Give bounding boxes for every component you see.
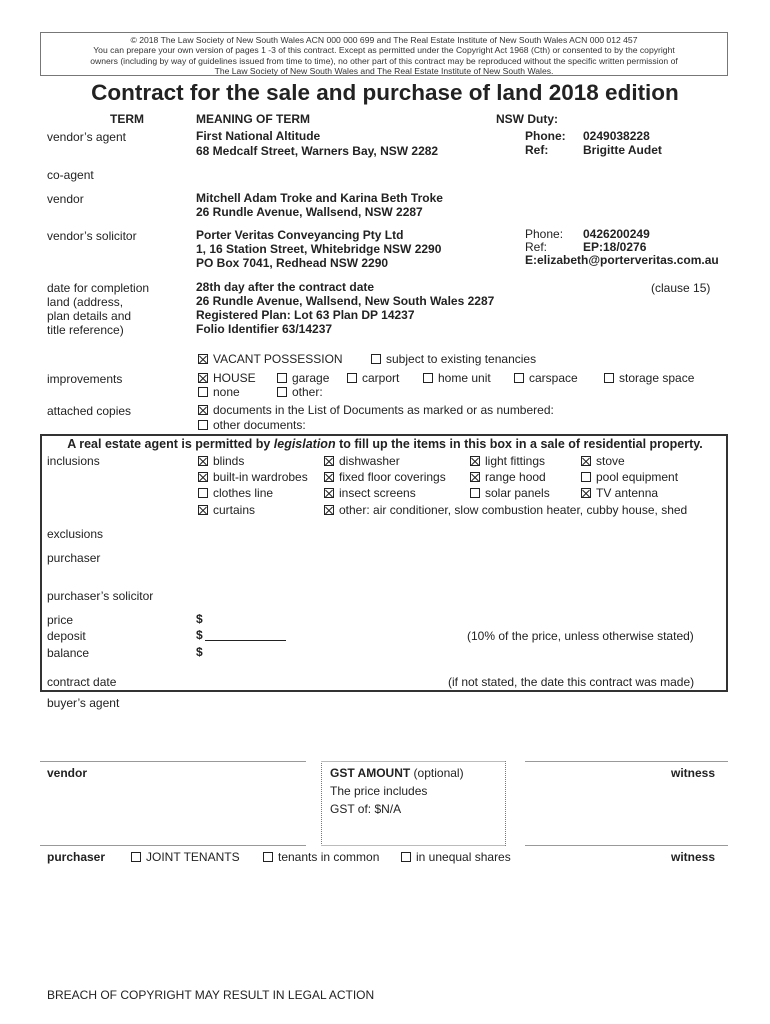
vendors-solicitor-phone: 0426200249 (583, 227, 650, 241)
contract-date-note: (if not stated, the date this contract was made) (448, 675, 695, 689)
checkbox-empty-icon[interactable] (470, 488, 480, 498)
vendors-agent-phone: 0249038228 (583, 129, 650, 143)
vendor-signature-line (40, 761, 306, 762)
inclusion-stove[interactable]: stove (581, 454, 625, 468)
improvement-garage[interactable]: garage (277, 371, 329, 385)
witness-signature-line (525, 761, 728, 762)
vacant-possession-option[interactable]: VACANT POSSESSION (198, 352, 343, 366)
vendor-signature-label: vendor (47, 766, 88, 780)
vendors-agent-phone-label: Phone: (525, 129, 566, 143)
inclusion-light-fittings[interactable]: light fittings (470, 454, 545, 468)
vendors-solicitor-email: E:elizabeth@porterveritas.com.au (525, 253, 719, 267)
vendors-solicitor-phone-label: Phone: (525, 227, 564, 241)
folio-identifier: Folio Identifier 63/14237 (196, 322, 333, 336)
checkbox-checked-icon[interactable] (581, 456, 591, 466)
tenants-in-common-option[interactable]: tenants in common (263, 850, 379, 864)
nsw-duty-header: NSW Duty: (496, 112, 558, 126)
inclusion-curtains[interactable]: curtains (198, 503, 255, 517)
copyright-warning-footer: BREACH OF COPYRIGHT MAY RESULT IN LEGAL ACTION (47, 988, 375, 1002)
checkbox-empty-icon[interactable] (198, 387, 208, 397)
inclusion-clothes-line[interactable]: clothes line (198, 486, 273, 500)
checkbox-empty-icon[interactable] (371, 354, 381, 364)
checkbox-empty-icon[interactable] (277, 387, 287, 397)
gst-price-includes: The price includes (330, 784, 428, 798)
existing-tenancies-option[interactable]: subject to existing tenancies (371, 352, 536, 366)
purchasers-solicitor-label: purchaser’s solicitor (47, 589, 154, 603)
checkbox-empty-icon[interactable] (423, 373, 433, 383)
completion-date-label: date for completion (47, 281, 150, 295)
checkbox-checked-icon[interactable] (198, 354, 208, 364)
improvement-none[interactable]: none (198, 385, 240, 399)
inclusion-range-hood[interactable]: range hood (470, 470, 546, 484)
attached-documents-option[interactable]: documents in the List of Documents as marked or as numbered: (198, 403, 554, 417)
vendors-agent-ref: Brigitte Audet (583, 143, 662, 157)
copyright-line: The Law Society of New South Wales and The Real Estate Institute of New South Wales. (214, 66, 554, 77)
inclusion-blinds[interactable]: blinds (198, 454, 244, 468)
checkbox-checked-icon[interactable] (198, 373, 208, 383)
copyright-line: owners (including by way of guidelines issued from time to time), no other part of this contract may be reproduced without the specific written permission of (90, 55, 678, 66)
gst-box-top-border (321, 761, 505, 762)
checkbox-checked-icon[interactable] (470, 456, 480, 466)
attached-copies-label: attached copies (47, 404, 132, 418)
checkbox-empty-icon[interactable] (277, 373, 287, 383)
vendor-witness-label: witness (671, 766, 716, 780)
purchaser-witness-signature-line (525, 845, 728, 846)
vendor-names: Mitchell Adam Troke and Karina Beth Troke (196, 191, 443, 205)
land-address: 26 Rundle Avenue, Wallsend, New South Wales 2287 (196, 294, 495, 308)
deposit-dollar: $ (196, 628, 203, 642)
improvement-carport[interactable]: carport (347, 371, 399, 385)
meaning-header: MEANING OF TERM (196, 112, 310, 126)
vendor-label: vendor (47, 192, 84, 206)
page-title: Contract for the sale and purchase of land 2018 edition (91, 80, 679, 105)
checkbox-checked-icon[interactable] (324, 472, 334, 482)
gst-box-bottom-border (321, 845, 505, 846)
improvement-storage-space[interactable]: storage space (604, 371, 694, 385)
gst-amount-title: GST AMOUNT (optional) (330, 766, 464, 780)
checkbox-empty-icon[interactable] (131, 852, 141, 862)
exclusions-label: exclusions (47, 527, 104, 541)
purchaser-label: purchaser (47, 551, 101, 565)
inclusion-other[interactable]: other: air conditioner, slow combustion heater, cubby house, shed (324, 503, 687, 517)
purchaser-signature-label: purchaser (47, 850, 106, 864)
contract-date-label: contract date (47, 675, 117, 689)
gst-box-left-border (321, 761, 322, 846)
vendors-agent-name: First National Altitude (196, 129, 321, 143)
deposit-note: (10% of the price, unless otherwise stated) (467, 629, 694, 643)
title-reference-label: title reference) (47, 323, 124, 337)
inclusion-dishwasher[interactable]: dishwasher (324, 454, 400, 468)
improvement-home-unit[interactable]: home unit (423, 371, 491, 385)
checkbox-checked-icon[interactable] (324, 488, 334, 498)
completion-date-value: 28th day after the contract date (196, 280, 375, 294)
unequal-shares-option[interactable]: in unequal shares (401, 850, 511, 864)
vendor-address: 26 Rundle Avenue, Wallsend, NSW 2287 (196, 205, 423, 219)
checkbox-checked-icon[interactable] (470, 472, 480, 482)
vendors-solicitor-ref: EP:18/0276 (583, 240, 647, 254)
purchaser-signature-line (40, 845, 306, 846)
price-label: price (47, 613, 74, 627)
checkbox-checked-icon[interactable] (198, 405, 208, 415)
checkbox-empty-icon[interactable] (514, 373, 524, 383)
purchaser-witness-label: witness (671, 850, 716, 864)
vendors-agent-ref-label: Ref: (525, 143, 549, 157)
checkbox-empty-icon[interactable] (604, 373, 614, 383)
checkbox-empty-icon[interactable] (198, 420, 208, 430)
vendors-agent-label: vendor’s agent (47, 130, 126, 144)
inclusion-solar-panels[interactable]: solar panels (470, 486, 550, 500)
buyers-agent-label: buyer’s agent (47, 696, 120, 710)
checkbox-empty-icon[interactable] (198, 488, 208, 498)
gst-box-right-border (505, 761, 506, 846)
checkbox-checked-icon[interactable] (198, 505, 208, 515)
checkbox-empty-icon[interactable] (581, 472, 591, 482)
land-label: land (address, (47, 295, 124, 309)
attached-other-documents-option[interactable]: other documents: (198, 418, 306, 432)
joint-tenants-option[interactable]: JOINT TENANTS (131, 850, 240, 864)
inclusion-pool-equipment[interactable]: pool equipment (581, 470, 678, 484)
inclusion-tv-antenna[interactable]: TV antenna (581, 486, 658, 500)
improvement-carspace[interactable]: carspace (514, 371, 578, 385)
price-dollar: $ (196, 612, 203, 626)
vendors-solicitor-ref-label: Ref: (525, 240, 548, 254)
plan-details-label: plan details and (47, 309, 132, 323)
vendors-solicitor-po-box: PO Box 7041, Redhead NSW 2290 (196, 256, 389, 270)
copyright-line: You can prepare your own version of pages 1 -3 of this contract. Except as permitted under the Copyright Act 1968 (Cth) or consented to by the copyright (93, 45, 675, 56)
improvement-house[interactable]: HOUSE (198, 371, 256, 385)
agent-box-heading: A real estate agent is permitted by legislation to fill up the items in this box in a sale of residential property. (67, 437, 703, 451)
gst-value: GST of: $N/A (330, 802, 402, 816)
vendors-solicitor-name: Porter Veritas Conveyancing Pty Ltd (196, 228, 404, 242)
co-agent-label: co-agent (47, 168, 94, 182)
inclusion-fixed-floor-coverings[interactable]: fixed floor coverings (324, 470, 446, 484)
term-header: TERM (110, 112, 144, 126)
checkbox-checked-icon[interactable] (581, 488, 591, 498)
clause-reference: (clause 15) (651, 281, 711, 295)
checkbox-checked-icon[interactable] (198, 456, 208, 466)
deposit-underline (205, 640, 286, 641)
checkbox-checked-icon[interactable] (324, 456, 334, 466)
inclusion-insect-screens[interactable]: insect screens (324, 486, 416, 500)
checkbox-empty-icon[interactable] (401, 852, 411, 862)
improvement-other[interactable]: other: (277, 385, 323, 399)
checkbox-checked-icon[interactable] (198, 472, 208, 482)
copyright-line: © 2018 The Law Society of New South Wales ACN 000 000 699 and The Real Estate Institute of New South Wales ACN 000 012 457 (130, 35, 638, 45)
vendors-solicitor-address: 1, 16 Station Street, Whitebridge NSW 2290 (196, 242, 442, 256)
balance-dollar: $ (196, 645, 203, 659)
checkbox-empty-icon[interactable] (347, 373, 357, 383)
deposit-label: deposit (47, 629, 86, 643)
vendors-agent-address: 68 Medcalf Street, Warners Bay, NSW 2282 (196, 144, 439, 158)
inclusions-label: inclusions (47, 454, 100, 468)
vendors-solicitor-label: vendor’s solicitor (47, 229, 137, 243)
improvements-label: improvements (47, 372, 123, 386)
copyright-notice (40, 32, 728, 76)
registered-plan: Registered Plan: Lot 63 Plan DP 14237 (196, 308, 415, 322)
inclusion-built-in-wardrobes[interactable]: built-in wardrobes (198, 470, 308, 484)
checkbox-checked-icon[interactable] (324, 505, 334, 515)
balance-label: balance (47, 646, 90, 660)
checkbox-empty-icon[interactable] (263, 852, 273, 862)
